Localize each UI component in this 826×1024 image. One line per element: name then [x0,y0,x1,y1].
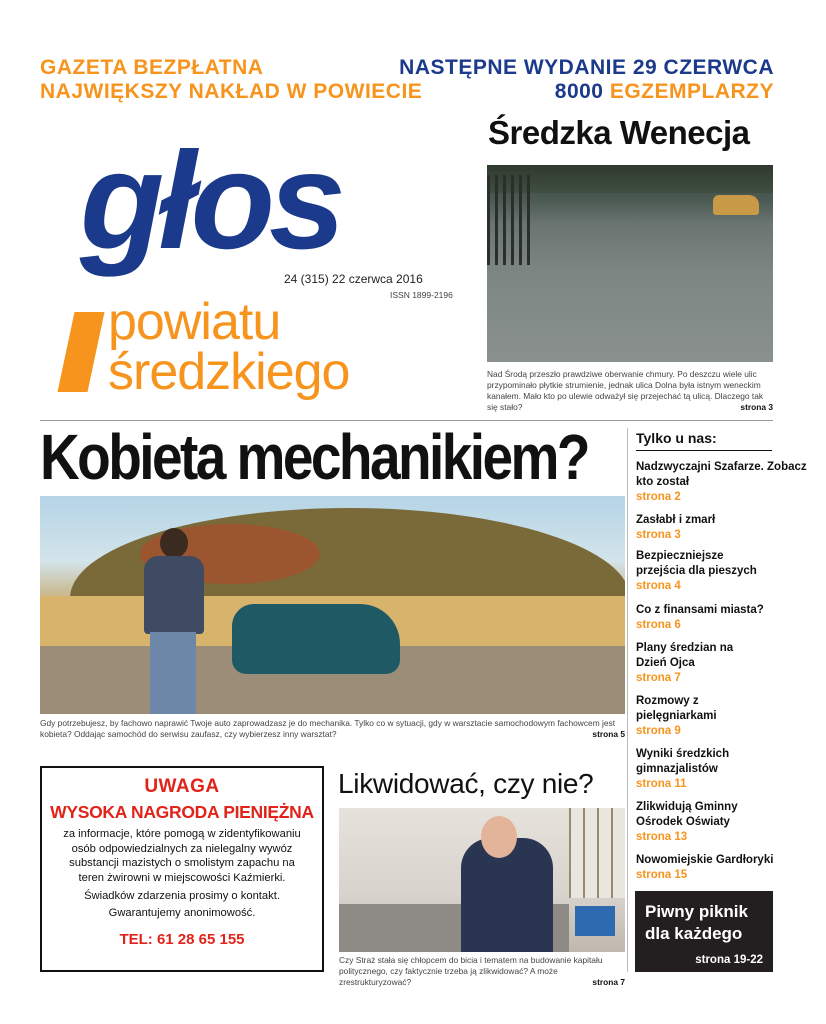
sidebar-item-text: Co z finansami miasta? [636,604,764,616]
sidebar-item[interactable] [636,641,746,686]
top-story-headline: Średzka Wenecja [488,114,750,151]
sidebar-item-page: strona 15 [636,869,688,881]
sidebar-item-text: Nowomiejskie Gardłoryki [636,854,774,866]
sidebar-item-page: strona 7 [636,672,681,684]
sidebar-item-page: strona 13 [636,831,688,843]
notice-body: za informacje, które pomogą w zidentyfikowaniu osób odpowiedzialnych za nielegalny wywóz substancji mazistych o smolistym zapachu na teren żwirowni w miejscowości Kaźmierki. [63,828,301,884]
man-shirt [144,556,204,634]
notice-anonymity: Gwarantujemy anonimowość. [108,906,256,919]
header-free-paper: GAZETA BEZPŁATNA [40,56,264,79]
promo-page: strona 19-22 [695,954,763,966]
sidebar-item-page: strona 9 [636,725,681,737]
sidebar-item-text: Nadzwyczajni Szafarze. Zobacz kto został [636,461,807,488]
meeting-photo [339,808,625,952]
man-face [481,816,517,858]
logo-sredzkiego: średzkiego [108,343,350,401]
header-next-issue: NASTĘPNE WYDANIE 29 CZERWCA [399,56,774,79]
main-caption-text: Gdy potrzebujesz, by fachowo naprawić Twoje auto zaprowadzasz je do mechanika. Tylko co w sytuacji, gdy w warsztacie samochodowym fachowcem jest kobieta? Oddając samochód do serwisu zaufasz, czy wybierzesz inny warsztat? [40,718,616,739]
masthead-logo [40,124,480,420]
sidebar-item-text: Plany średzian na Dzień Ojca [636,642,734,669]
notice-witnesses: Świadków zdarzenia prosimy o kontakt. [84,890,280,903]
sidebar-item[interactable] [636,694,736,739]
issue-info: 24 (315) 22 czerwca 2016 [284,272,423,286]
sidebar-item-page: strona 4 [636,580,681,592]
main-headline: Kobieta mechanikiem? [40,421,588,493]
sidebar-item[interactable] [636,549,766,594]
promo-box[interactable] [635,891,773,972]
sidebar-item-text: Bezpieczniejsze przejścia dla pieszych [636,550,757,577]
logo-slash [57,312,104,392]
sidebar-divider [627,428,628,972]
notice-reward: WYSOKA NAGRODA PIENIĘŻNA [50,802,314,822]
sidebar-item[interactable] [636,800,766,845]
car-photo [40,496,625,714]
second-page-ref: strona 7 [592,977,625,987]
flood-photo [487,165,773,362]
fence [487,175,535,265]
sidebar-item[interactable] [636,460,812,505]
man-figure [140,528,206,714]
car [232,604,400,674]
sidebar-item[interactable] [636,747,746,792]
sidebar-item[interactable] [636,853,812,883]
sidebar-item-text: Zasłabł i zmarł [636,514,716,526]
sidebar-item-page: strona 11 [636,778,687,790]
main-page-ref: strona 5 [592,729,625,739]
sidebar-item-text: Wyniki średzkich gimnazjalistów [636,748,730,775]
top-story-caption-text: Nad Środą przeszło prawdziwe oberwanie chmury. Po deszczu wiele ulic przypominało płytkie strumienie, jednak ulica Dolna była istnym weneckim kanałem. Mało kto po ulewie odważył się przejechać tą ulicą. Dlaczego tak się stało? [487,369,764,412]
sidebar-item-page: strona 2 [636,491,681,503]
promo-title: Piwny piknik dla każdego [645,902,748,943]
second-caption-text: Czy Straż stała się chłopcem do bicia i tematem na budowanie kapitału politycznego, czy faktycznie trzeba ją zlikwidować? A może zrestrukturyzować? [339,955,603,987]
man-head [160,528,188,558]
sidebar-item-page: strona 3 [636,529,681,541]
reward-notice [40,766,324,972]
sidebar-item[interactable] [636,513,812,543]
notice-attention: UWAGA [144,776,220,797]
sidebar-item-text: Rozmowy z pielęgniarkami [636,695,717,722]
header-circulation: NAJWIĘKSZY NAKŁAD W POWIECIE [40,80,423,103]
logo-glos: głos [80,124,340,278]
blue-chair [575,906,615,936]
sidebar-item-page: strona 6 [636,619,681,631]
sidebar-title-rule [636,450,772,451]
top-story-caption [487,369,773,413]
header-copies: 8000 EGZEMPLARZY [554,80,774,103]
window-blinds [569,808,625,898]
second-caption [339,955,625,988]
top-story-page-ref: strona 3 [740,402,773,412]
sidebar-item-text: Zlikwidują Gminny Ośrodek Oświaty [636,801,738,828]
sidebar-title: Tylko u nas: [636,430,717,446]
man-jeans [150,632,196,714]
sidebar-item[interactable] [636,603,812,633]
car-in-flood [713,195,759,215]
main-caption [40,718,625,740]
second-headline: Likwidować, czy nie? [338,768,594,799]
logo-powiatu: powiatu [108,293,281,351]
issn: ISSN 1899-2196 [390,290,453,300]
notice-phone[interactable]: TEL: 61 28 65 155 [119,930,245,948]
